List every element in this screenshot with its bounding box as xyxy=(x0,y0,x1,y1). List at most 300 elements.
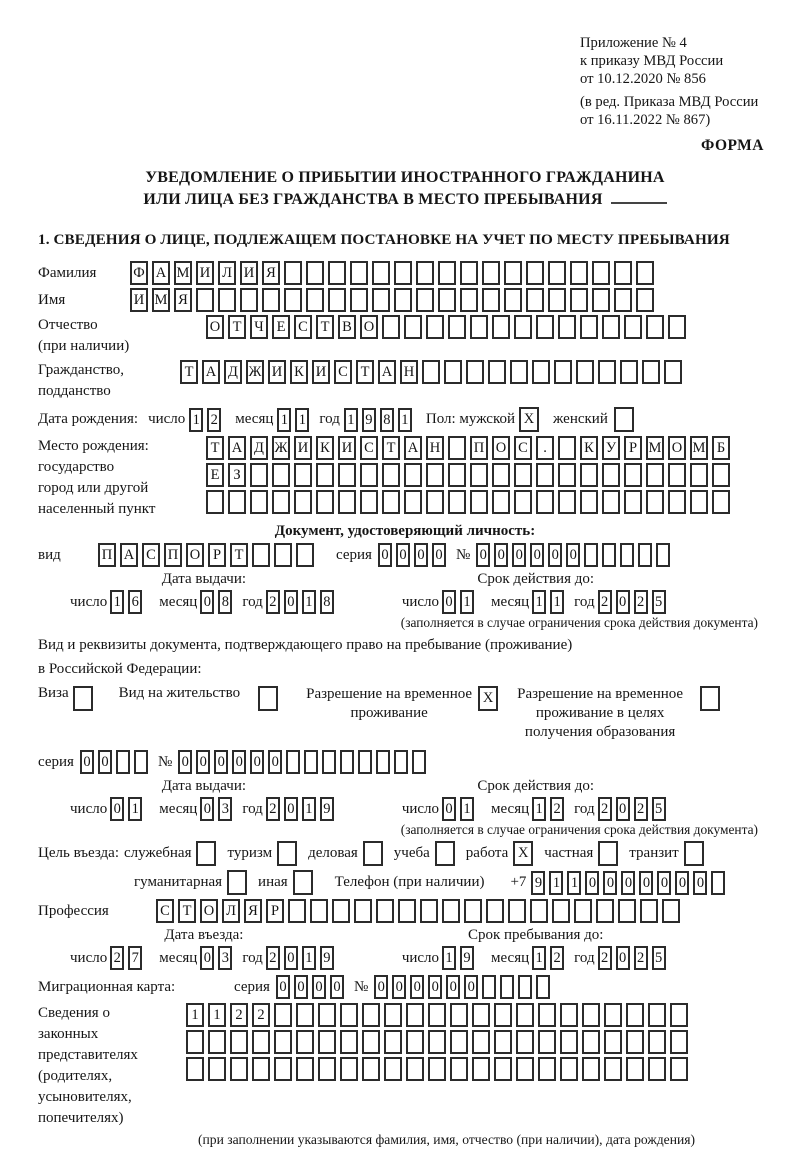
representatives-cell[interactable] xyxy=(538,1057,556,1081)
citizenship-cell[interactable] xyxy=(444,360,462,384)
surname-cell[interactable] xyxy=(570,261,588,285)
birth-place-cell[interactable] xyxy=(294,463,312,487)
surname-cell[interactable] xyxy=(416,261,434,285)
entry-month-cell[interactable]: 0 xyxy=(200,946,214,970)
birth-place-cell[interactable]: Б xyxy=(712,436,730,460)
phone-digit-cell[interactable]: 0 xyxy=(657,871,671,895)
citizenship-cell[interactable]: С xyxy=(334,360,352,384)
profession-cell[interactable] xyxy=(398,899,416,923)
entry-year-cell[interactable]: 2 xyxy=(266,946,280,970)
birth-place-cell[interactable]: С xyxy=(514,436,532,460)
given-name-cell[interactable] xyxy=(306,288,324,312)
surname-cell[interactable] xyxy=(460,261,478,285)
representatives-cell[interactable] xyxy=(362,1057,380,1081)
profession-cell[interactable] xyxy=(354,899,372,923)
citizenship-cell[interactable]: Т xyxy=(356,360,374,384)
profession-cell[interactable] xyxy=(640,899,658,923)
sex-female-checkbox-cell[interactable] xyxy=(614,407,634,432)
representatives-cell[interactable] xyxy=(472,1030,490,1054)
profession-cell[interactable] xyxy=(486,899,504,923)
representatives-cell[interactable] xyxy=(560,1030,578,1054)
migration-number-cell[interactable]: 0 xyxy=(374,975,388,999)
given-name-cell[interactable] xyxy=(416,288,434,312)
surname-cell[interactable] xyxy=(394,261,412,285)
doc-kind-cell[interactable] xyxy=(274,543,292,567)
representatives-cell[interactable] xyxy=(494,1003,512,1027)
birth-place-cell[interactable] xyxy=(250,463,268,487)
residence-number-cell[interactable] xyxy=(286,750,300,774)
given-name-cell[interactable] xyxy=(196,288,214,312)
citizenship-cell[interactable]: А xyxy=(378,360,396,384)
migration-series-cell[interactable]: 0 xyxy=(294,975,308,999)
profession-cell[interactable]: Р xyxy=(266,899,284,923)
surname-cell[interactable] xyxy=(526,261,544,285)
doc-issue-month-cell[interactable]: 8 xyxy=(218,590,232,614)
doc-number-cell[interactable]: 0 xyxy=(530,543,544,567)
given-name-cell[interactable] xyxy=(218,288,236,312)
surname-cell[interactable] xyxy=(284,261,302,285)
representatives-cell[interactable] xyxy=(604,1057,622,1081)
doc-series-cell[interactable]: 0 xyxy=(432,543,446,567)
residence-valid-year-cell[interactable]: 5 xyxy=(652,797,666,821)
birth-place-cell[interactable] xyxy=(580,463,598,487)
residence-number-cell[interactable] xyxy=(304,750,318,774)
birth-place-cell[interactable] xyxy=(558,436,576,460)
citizenship-cell[interactable]: Т xyxy=(180,360,198,384)
entry-day-cell[interactable]: 2 xyxy=(110,946,124,970)
representatives-cell[interactable] xyxy=(384,1003,402,1027)
given-name-cell[interactable]: Я xyxy=(174,288,192,312)
birth-place-cell[interactable] xyxy=(360,490,378,514)
doc-issue-day-cell[interactable]: 6 xyxy=(128,590,142,614)
migration-series-cell[interactable]: 0 xyxy=(330,975,344,999)
representatives-cell[interactable] xyxy=(296,1003,314,1027)
surname-cell[interactable] xyxy=(614,261,632,285)
stay-year-cell[interactable]: 2 xyxy=(634,946,648,970)
birth-place-cell[interactable] xyxy=(316,490,334,514)
residence-valid-day-cell[interactable]: 0 xyxy=(442,797,456,821)
representatives-cell[interactable] xyxy=(670,1030,688,1054)
representatives-cell[interactable] xyxy=(384,1057,402,1081)
residence-number-cell[interactable]: 0 xyxy=(178,750,192,774)
purpose-study-cell[interactable] xyxy=(435,841,455,866)
migration-number-cell[interactable] xyxy=(536,975,550,999)
purpose-transit-cell[interactable] xyxy=(684,841,704,866)
temp-residence-education-checkbox-cell[interactable] xyxy=(700,686,720,711)
patronymic-cell[interactable] xyxy=(470,315,488,339)
profession-cell[interactable] xyxy=(420,899,438,923)
representatives-cell[interactable] xyxy=(450,1057,468,1081)
phone-digit-cell[interactable]: 0 xyxy=(675,871,689,895)
birth-place-cell[interactable] xyxy=(294,490,312,514)
birth-place-cell[interactable]: П xyxy=(470,436,488,460)
stay-month-cell[interactable]: 1 xyxy=(532,946,546,970)
given-name-cell[interactable] xyxy=(262,288,280,312)
representatives-cell[interactable] xyxy=(340,1057,358,1081)
birth-place-cell[interactable] xyxy=(690,490,708,514)
birth-place-cell[interactable]: Н xyxy=(426,436,444,460)
residence-number-cell[interactable] xyxy=(322,750,336,774)
residence-series-cell[interactable]: 0 xyxy=(80,750,94,774)
purpose-private-cell[interactable] xyxy=(598,841,618,866)
migration-number-cell[interactable]: 0 xyxy=(446,975,460,999)
doc-valid-day-cell[interactable]: 1 xyxy=(460,590,474,614)
birth-place-cell[interactable]: У xyxy=(602,436,620,460)
birth-place-cell[interactable]: З xyxy=(228,463,246,487)
patronymic-cell[interactable]: В xyxy=(338,315,356,339)
doc-number-cell[interactable]: 0 xyxy=(512,543,526,567)
phone-digit-cell[interactable]: 9 xyxy=(531,871,545,895)
birth-place-cell[interactable] xyxy=(338,463,356,487)
profession-cell[interactable]: О xyxy=(200,899,218,923)
entry-month-cell[interactable]: 3 xyxy=(218,946,232,970)
representatives-cell[interactable] xyxy=(472,1003,490,1027)
profession-cell[interactable] xyxy=(310,899,328,923)
doc-valid-year-cell[interactable]: 5 xyxy=(652,590,666,614)
citizenship-cell[interactable]: К xyxy=(290,360,308,384)
surname-cell[interactable]: А xyxy=(152,261,170,285)
representatives-cell[interactable] xyxy=(516,1003,534,1027)
given-name-cell[interactable] xyxy=(592,288,610,312)
purpose-work-cell[interactable]: X xyxy=(513,841,533,866)
birth-place-cell[interactable] xyxy=(624,490,642,514)
patronymic-cell[interactable]: С xyxy=(294,315,312,339)
representatives-cell[interactable] xyxy=(626,1030,644,1054)
stay-month-cell[interactable]: 2 xyxy=(550,946,564,970)
profession-cell[interactable] xyxy=(574,899,592,923)
doc-kind-cell[interactable]: П xyxy=(164,543,182,567)
doc-kind-cell[interactable]: А xyxy=(120,543,138,567)
doc-issue-year-cell[interactable]: 8 xyxy=(320,590,334,614)
migration-number-cell[interactable]: 0 xyxy=(392,975,406,999)
surname-cell[interactable] xyxy=(328,261,346,285)
residence-number-cell[interactable]: 0 xyxy=(232,750,246,774)
birth-month-cell[interactable]: 1 xyxy=(295,408,309,432)
phone-digit-cell[interactable]: 0 xyxy=(693,871,707,895)
residence-issue-year-cell[interactable]: 1 xyxy=(302,797,316,821)
representatives-cell[interactable] xyxy=(230,1030,248,1054)
birth-day-cell[interactable]: 1 xyxy=(189,408,203,432)
citizenship-cell[interactable]: А xyxy=(202,360,220,384)
doc-number-cell[interactable] xyxy=(602,543,616,567)
representatives-cell[interactable] xyxy=(340,1030,358,1054)
residence-valid-month-cell[interactable]: 2 xyxy=(550,797,564,821)
stay-year-cell[interactable]: 2 xyxy=(598,946,612,970)
citizenship-cell[interactable] xyxy=(532,360,550,384)
doc-kind-cell[interactable] xyxy=(296,543,314,567)
representatives-cell[interactable] xyxy=(208,1030,226,1054)
citizenship-cell[interactable] xyxy=(642,360,660,384)
doc-number-cell[interactable]: 0 xyxy=(566,543,580,567)
birth-month-cell[interactable]: 1 xyxy=(277,408,291,432)
residence-series-cell[interactable]: 0 xyxy=(98,750,112,774)
birth-place-cell[interactable] xyxy=(382,490,400,514)
doc-valid-month-cell[interactable]: 1 xyxy=(550,590,564,614)
residence-issue-year-cell[interactable]: 0 xyxy=(284,797,298,821)
patronymic-cell[interactable] xyxy=(426,315,444,339)
representatives-cell[interactable] xyxy=(274,1003,292,1027)
profession-cell[interactable] xyxy=(442,899,460,923)
surname-cell[interactable]: Л xyxy=(218,261,236,285)
birth-year-cell[interactable]: 1 xyxy=(344,408,358,432)
representatives-cell[interactable] xyxy=(450,1030,468,1054)
birth-place-cell[interactable] xyxy=(404,490,422,514)
given-name-cell[interactable] xyxy=(240,288,258,312)
doc-number-cell[interactable]: 0 xyxy=(476,543,490,567)
doc-kind-cell[interactable]: Т xyxy=(230,543,248,567)
given-name-cell[interactable] xyxy=(570,288,588,312)
phone-digit-cell[interactable]: 1 xyxy=(567,871,581,895)
given-name-cell[interactable] xyxy=(636,288,654,312)
stay-day-cell[interactable]: 9 xyxy=(460,946,474,970)
surname-cell[interactable]: Ф xyxy=(130,261,148,285)
residence-issue-year-cell[interactable]: 9 xyxy=(320,797,334,821)
profession-cell[interactable] xyxy=(530,899,548,923)
doc-number-cell[interactable] xyxy=(620,543,634,567)
profession-cell[interactable] xyxy=(662,899,680,923)
birth-place-cell[interactable]: Е xyxy=(206,463,224,487)
doc-issue-year-cell[interactable]: 2 xyxy=(266,590,280,614)
birth-place-cell[interactable]: Т xyxy=(206,436,224,460)
birth-place-cell[interactable] xyxy=(206,490,224,514)
birth-place-cell[interactable] xyxy=(492,490,510,514)
temp-residence-checkbox-cell[interactable]: X xyxy=(478,686,498,711)
birth-place-cell[interactable]: О xyxy=(492,436,510,460)
representatives-cell[interactable]: 1 xyxy=(186,1003,204,1027)
birth-year-cell[interactable]: 9 xyxy=(362,408,376,432)
profession-cell[interactable]: Я xyxy=(244,899,262,923)
doc-valid-year-cell[interactable]: 0 xyxy=(616,590,630,614)
representatives-cell[interactable] xyxy=(604,1030,622,1054)
patronymic-cell[interactable] xyxy=(580,315,598,339)
residence-issue-day-cell[interactable]: 0 xyxy=(110,797,124,821)
birth-place-cell[interactable] xyxy=(448,490,466,514)
patronymic-cell[interactable] xyxy=(514,315,532,339)
purpose-business-cell[interactable] xyxy=(363,841,383,866)
migration-number-cell[interactable]: 0 xyxy=(428,975,442,999)
patronymic-cell[interactable]: О xyxy=(360,315,378,339)
given-name-cell[interactable] xyxy=(372,288,390,312)
entry-year-cell[interactable]: 0 xyxy=(284,946,298,970)
patronymic-cell[interactable]: Ч xyxy=(250,315,268,339)
surname-cell[interactable]: Я xyxy=(262,261,280,285)
profession-cell[interactable]: Л xyxy=(222,899,240,923)
phone-digit-cell[interactable]: 0 xyxy=(585,871,599,895)
birth-place-cell[interactable]: А xyxy=(404,436,422,460)
representatives-cell[interactable] xyxy=(538,1030,556,1054)
birth-place-cell[interactable]: И xyxy=(338,436,356,460)
birth-place-cell[interactable]: К xyxy=(316,436,334,460)
birth-place-cell[interactable]: С xyxy=(360,436,378,460)
phone-digit-cell[interactable]: 0 xyxy=(621,871,635,895)
birth-place-cell[interactable] xyxy=(712,463,730,487)
residence-number-cell[interactable]: 0 xyxy=(250,750,264,774)
doc-kind-cell[interactable]: П xyxy=(98,543,116,567)
representatives-cell[interactable] xyxy=(252,1030,270,1054)
doc-series-cell[interactable]: 0 xyxy=(414,543,428,567)
representatives-cell[interactable] xyxy=(670,1057,688,1081)
given-name-cell[interactable] xyxy=(394,288,412,312)
representatives-cell[interactable] xyxy=(384,1030,402,1054)
migration-number-cell[interactable] xyxy=(518,975,532,999)
profession-cell[interactable] xyxy=(288,899,306,923)
surname-cell[interactable] xyxy=(548,261,566,285)
doc-series-cell[interactable]: 0 xyxy=(378,543,392,567)
doc-kind-cell[interactable]: С xyxy=(142,543,160,567)
citizenship-cell[interactable] xyxy=(620,360,638,384)
birth-place-cell[interactable] xyxy=(536,490,554,514)
doc-issue-year-cell[interactable]: 0 xyxy=(284,590,298,614)
birth-place-cell[interactable] xyxy=(558,463,576,487)
phone-digit-cell[interactable]: 1 xyxy=(549,871,563,895)
patronymic-cell[interactable] xyxy=(602,315,620,339)
birth-place-cell[interactable] xyxy=(536,463,554,487)
representatives-cell[interactable]: 2 xyxy=(252,1003,270,1027)
birth-place-cell[interactable]: А xyxy=(228,436,246,460)
representatives-cell[interactable] xyxy=(186,1030,204,1054)
birth-place-cell[interactable] xyxy=(272,490,290,514)
birth-place-cell[interactable] xyxy=(514,463,532,487)
residence-issue-year-cell[interactable]: 2 xyxy=(266,797,280,821)
stay-day-cell[interactable]: 1 xyxy=(442,946,456,970)
birth-place-cell[interactable]: Т xyxy=(382,436,400,460)
representatives-cell[interactable] xyxy=(648,1030,666,1054)
birth-place-cell[interactable] xyxy=(668,490,686,514)
representatives-cell[interactable] xyxy=(494,1057,512,1081)
profession-cell[interactable] xyxy=(332,899,350,923)
representatives-cell[interactable] xyxy=(252,1057,270,1081)
citizenship-cell[interactable]: Ж xyxy=(246,360,264,384)
representatives-cell[interactable] xyxy=(626,1003,644,1027)
doc-valid-year-cell[interactable]: 2 xyxy=(634,590,648,614)
patronymic-cell[interactable] xyxy=(382,315,400,339)
birth-place-cell[interactable] xyxy=(250,490,268,514)
doc-series-cell[interactable]: 0 xyxy=(396,543,410,567)
stay-year-cell[interactable]: 5 xyxy=(652,946,666,970)
surname-cell[interactable]: И xyxy=(196,261,214,285)
representatives-cell[interactable] xyxy=(494,1030,512,1054)
profession-cell[interactable] xyxy=(508,899,526,923)
representatives-cell[interactable] xyxy=(670,1003,688,1027)
representatives-cell[interactable] xyxy=(582,1057,600,1081)
representatives-cell[interactable] xyxy=(648,1057,666,1081)
given-name-cell[interactable] xyxy=(284,288,302,312)
representatives-cell[interactable] xyxy=(648,1003,666,1027)
residence-number-cell[interactable] xyxy=(412,750,426,774)
migration-series-cell[interactable]: 0 xyxy=(276,975,290,999)
residence-series-cell[interactable] xyxy=(134,750,148,774)
given-name-cell[interactable]: М xyxy=(152,288,170,312)
birth-place-cell[interactable] xyxy=(382,463,400,487)
citizenship-cell[interactable]: И xyxy=(312,360,330,384)
doc-number-cell[interactable] xyxy=(656,543,670,567)
birth-place-cell[interactable] xyxy=(646,490,664,514)
phone-digit-cell[interactable]: 0 xyxy=(603,871,617,895)
birth-day-cell[interactable]: 2 xyxy=(207,408,221,432)
representatives-cell[interactable] xyxy=(582,1003,600,1027)
representatives-cell[interactable] xyxy=(560,1057,578,1081)
citizenship-cell[interactable] xyxy=(422,360,440,384)
birth-place-cell[interactable]: К xyxy=(580,436,598,460)
representatives-cell[interactable]: 1 xyxy=(208,1003,226,1027)
doc-valid-year-cell[interactable]: 2 xyxy=(598,590,612,614)
given-name-cell[interactable] xyxy=(526,288,544,312)
given-name-cell[interactable] xyxy=(328,288,346,312)
surname-cell[interactable] xyxy=(438,261,456,285)
representatives-cell[interactable] xyxy=(516,1030,534,1054)
profession-cell[interactable] xyxy=(552,899,570,923)
residence-valid-day-cell[interactable]: 1 xyxy=(460,797,474,821)
representatives-cell[interactable] xyxy=(318,1030,336,1054)
citizenship-cell[interactable] xyxy=(598,360,616,384)
patronymic-cell[interactable] xyxy=(404,315,422,339)
birth-place-cell[interactable] xyxy=(602,463,620,487)
representatives-cell[interactable] xyxy=(186,1057,204,1081)
representatives-cell[interactable] xyxy=(428,1057,446,1081)
representatives-cell[interactable] xyxy=(516,1057,534,1081)
profession-cell[interactable]: Т xyxy=(178,899,196,923)
given-name-cell[interactable] xyxy=(438,288,456,312)
purpose-tourism-cell[interactable] xyxy=(277,841,297,866)
representatives-cell[interactable] xyxy=(582,1030,600,1054)
doc-number-cell[interactable]: 0 xyxy=(548,543,562,567)
citizenship-cell[interactable]: Н xyxy=(400,360,418,384)
surname-cell[interactable] xyxy=(350,261,368,285)
representatives-cell[interactable] xyxy=(318,1003,336,1027)
representatives-cell[interactable] xyxy=(362,1030,380,1054)
given-name-cell[interactable] xyxy=(614,288,632,312)
birth-place-cell[interactable] xyxy=(426,490,444,514)
patronymic-cell[interactable]: О xyxy=(206,315,224,339)
purpose-humanitarian-cell[interactable] xyxy=(227,870,247,895)
doc-issue-day-cell[interactable]: 1 xyxy=(110,590,124,614)
birth-place-cell[interactable] xyxy=(558,490,576,514)
birth-place-cell[interactable] xyxy=(646,463,664,487)
surname-cell[interactable] xyxy=(372,261,390,285)
surname-cell[interactable]: М xyxy=(174,261,192,285)
residence-number-cell[interactable] xyxy=(358,750,372,774)
birth-place-cell[interactable]: М xyxy=(646,436,664,460)
surname-cell[interactable] xyxy=(482,261,500,285)
given-name-cell[interactable] xyxy=(548,288,566,312)
birth-place-cell[interactable] xyxy=(404,463,422,487)
patronymic-cell[interactable] xyxy=(668,315,686,339)
surname-cell[interactable] xyxy=(592,261,610,285)
representatives-cell[interactable] xyxy=(604,1003,622,1027)
purpose-official-cell[interactable] xyxy=(196,841,216,866)
birth-place-cell[interactable] xyxy=(338,490,356,514)
visa-checkbox-cell[interactable] xyxy=(73,686,93,711)
birth-place-cell[interactable] xyxy=(668,463,686,487)
residence-issue-day-cell[interactable]: 1 xyxy=(128,797,142,821)
entry-day-cell[interactable]: 7 xyxy=(128,946,142,970)
citizenship-cell[interactable] xyxy=(466,360,484,384)
patronymic-cell[interactable]: Т xyxy=(228,315,246,339)
representatives-cell[interactable] xyxy=(406,1003,424,1027)
citizenship-cell[interactable] xyxy=(488,360,506,384)
residence-number-cell[interactable] xyxy=(394,750,408,774)
surname-cell[interactable] xyxy=(306,261,324,285)
given-name-cell[interactable] xyxy=(350,288,368,312)
residence-permit-checkbox-cell[interactable] xyxy=(258,686,278,711)
doc-issue-month-cell[interactable]: 0 xyxy=(200,590,214,614)
profession-cell[interactable] xyxy=(596,899,614,923)
patronymic-cell[interactable]: Т xyxy=(316,315,334,339)
representatives-cell[interactable] xyxy=(296,1030,314,1054)
representatives-cell[interactable] xyxy=(472,1057,490,1081)
residence-series-cell[interactable] xyxy=(116,750,130,774)
doc-kind-cell[interactable]: Р xyxy=(208,543,226,567)
